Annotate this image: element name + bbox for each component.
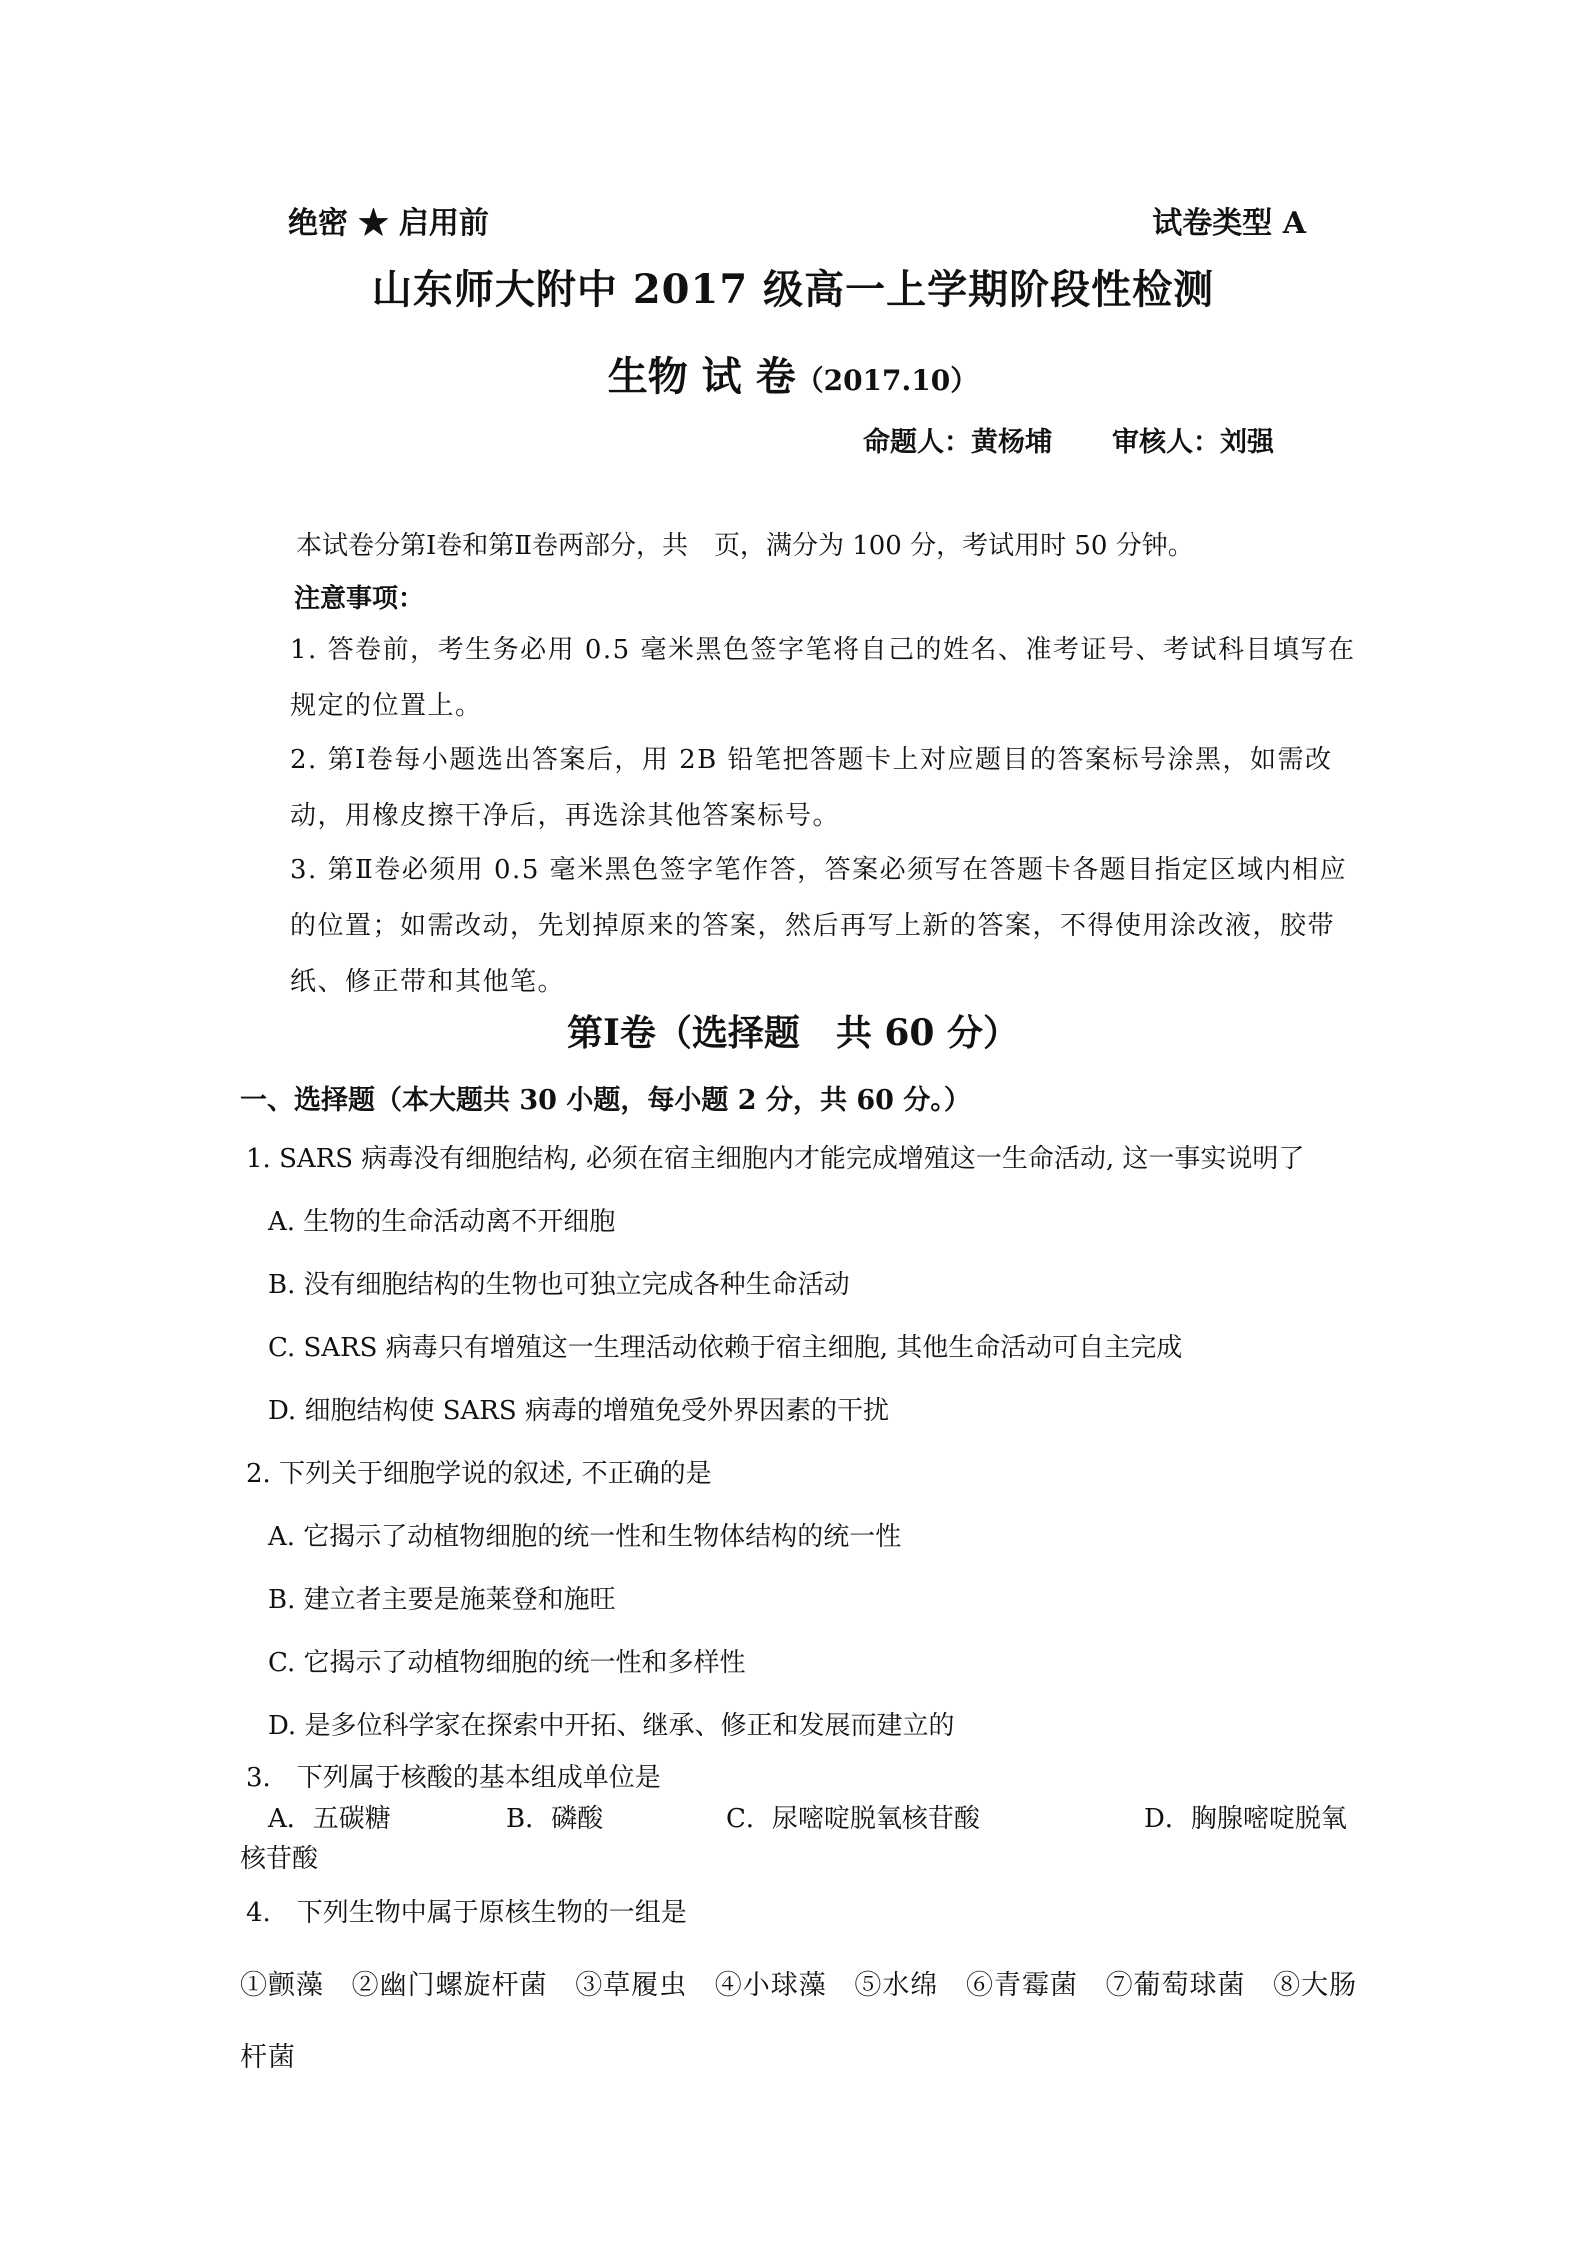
notice-item-3: 3. 第Ⅱ卷必须用 0.5 毫米黑色签字笔作答，答案必须写在答题卡各题目指定区域内相应的位置；如需改动，先划掉原来的答案，然后再写上新的答案，不得使用涂改液，胶带纸、修正带和其他笔。 <box>290 855 1348 997</box>
question-4-item-8: ⑧大肠杆菌 <box>240 1970 1358 2073</box>
question-3-option-b: B．磷酸 <box>506 1804 604 1834</box>
section-title <box>0 1005 1586 1056</box>
exam-date: （2017.10） <box>795 364 979 397</box>
question-3-option-a: A．五碳糖 <box>268 1804 391 1834</box>
subject-name: 生物 试 卷 <box>607 353 796 400</box>
question-2-option-c: C. 它揭示了动植物细胞的统一性和多样性 <box>268 1648 746 1678</box>
question-1-option-d: D. 细胞结构使 SARS 病毒的增殖免受外界因素的干扰 <box>268 1396 889 1426</box>
question-3-option-d-continued: 核苷酸 <box>240 1844 319 1874</box>
notice-item-2: 2. 第Ⅰ卷每小题选出答案后，用 2B 铅笔把答题卡上对应题目的答案标号涂黑，如需改动，用橡皮擦干净后，再选涂其他答案标号。 <box>290 745 1333 831</box>
question-1-option-a: A. 生物的生命活动离不开细胞 <box>268 1207 616 1237</box>
question-2-stem: 2. 下列关于细胞学说的叙述, 不正确的是 <box>246 1459 712 1489</box>
exam-title: 山东师大附中 2017 级高一上学期阶段性检测 <box>371 266 1215 313</box>
part-heading: 一、选择题（本大题共 30 小题，每小题 2 分，共 60 分。） <box>240 1085 971 1116</box>
question-2-option-a: A. 它揭示了动植物细胞的统一性和生物体结构的统一性 <box>268 1522 902 1552</box>
section-title-part-b: 共 60 分） <box>835 1012 1019 1054</box>
question-2-option-d: D. 是多位科学家在探索中开拓、继承、修正和发展而建立的 <box>268 1711 955 1741</box>
subject-title <box>0 345 1586 402</box>
setter: 命题人：黄杨埔 <box>863 427 1052 458</box>
reviewer: 审核人：刘强 <box>1112 427 1274 458</box>
notice-heading: 注意事项： <box>294 584 425 614</box>
question-4-item-6: ⑥青霉菌 <box>965 1970 1078 2001</box>
confidential-label: 绝密 ★ 启用前 <box>288 206 489 241</box>
notice-item-1: 1. 答卷前，考生务必用 0.5 毫米黑色签字笔将自己的姓名、准考证号、考试科目填写在规定的位置上。 <box>290 635 1356 721</box>
question-1-option-b: B. 没有细胞结构的生物也可独立完成各种生命活动 <box>268 1270 850 1300</box>
question-4-item-5: ⑤水绵 <box>854 1970 939 2001</box>
question-3-options <box>268 1798 1358 1834</box>
question-1-stem: 1. SARS 病毒没有细胞结构, 必须在宿主细胞内才能完成增殖这一生命活动, 这一事实说明了 <box>246 1144 1305 1174</box>
section-title-part-a: 第Ⅰ卷（选择题 <box>566 1012 800 1054</box>
question-3-option-d: D．胸腺嘧啶脱氧 <box>1144 1804 1347 1834</box>
authors-line <box>863 420 1274 459</box>
question-4-stem: 4. 下列生物中属于原核生物的一组是 <box>246 1898 687 1928</box>
question-4-item-3: ③草履虫 <box>575 1970 688 2001</box>
question-1-option-c: C. SARS 病毒只有增殖这一生理活动依赖于宿主细胞, 其他生命活动可自主完成 <box>268 1333 1183 1363</box>
intro-text: 本试卷分第Ⅰ卷和第Ⅱ卷两部分，共 页，满分为 100 分，考试用时 50 分钟。 <box>296 531 1194 561</box>
question-4-item-4: ④小球藻 <box>714 1970 827 2001</box>
question-3-option-c: C．尿嘧啶脱氧核苷酸 <box>726 1804 980 1834</box>
question-2-option-b: B. 建立者主要是施莱登和施旺 <box>268 1585 616 1615</box>
question-4-item-2: ②幽门螺旋杆菌 <box>351 1970 548 2001</box>
paper-type-label: 试卷类型 A <box>1152 206 1306 241</box>
question-4-item-7: ⑦葡萄球菌 <box>1105 1970 1246 2001</box>
question-4-item-1: ①颤藻 <box>240 1970 324 2001</box>
question-4-items <box>240 1950 1360 2094</box>
question-3-stem: 3. 下列属于核酸的基本组成单位是 <box>246 1763 661 1793</box>
